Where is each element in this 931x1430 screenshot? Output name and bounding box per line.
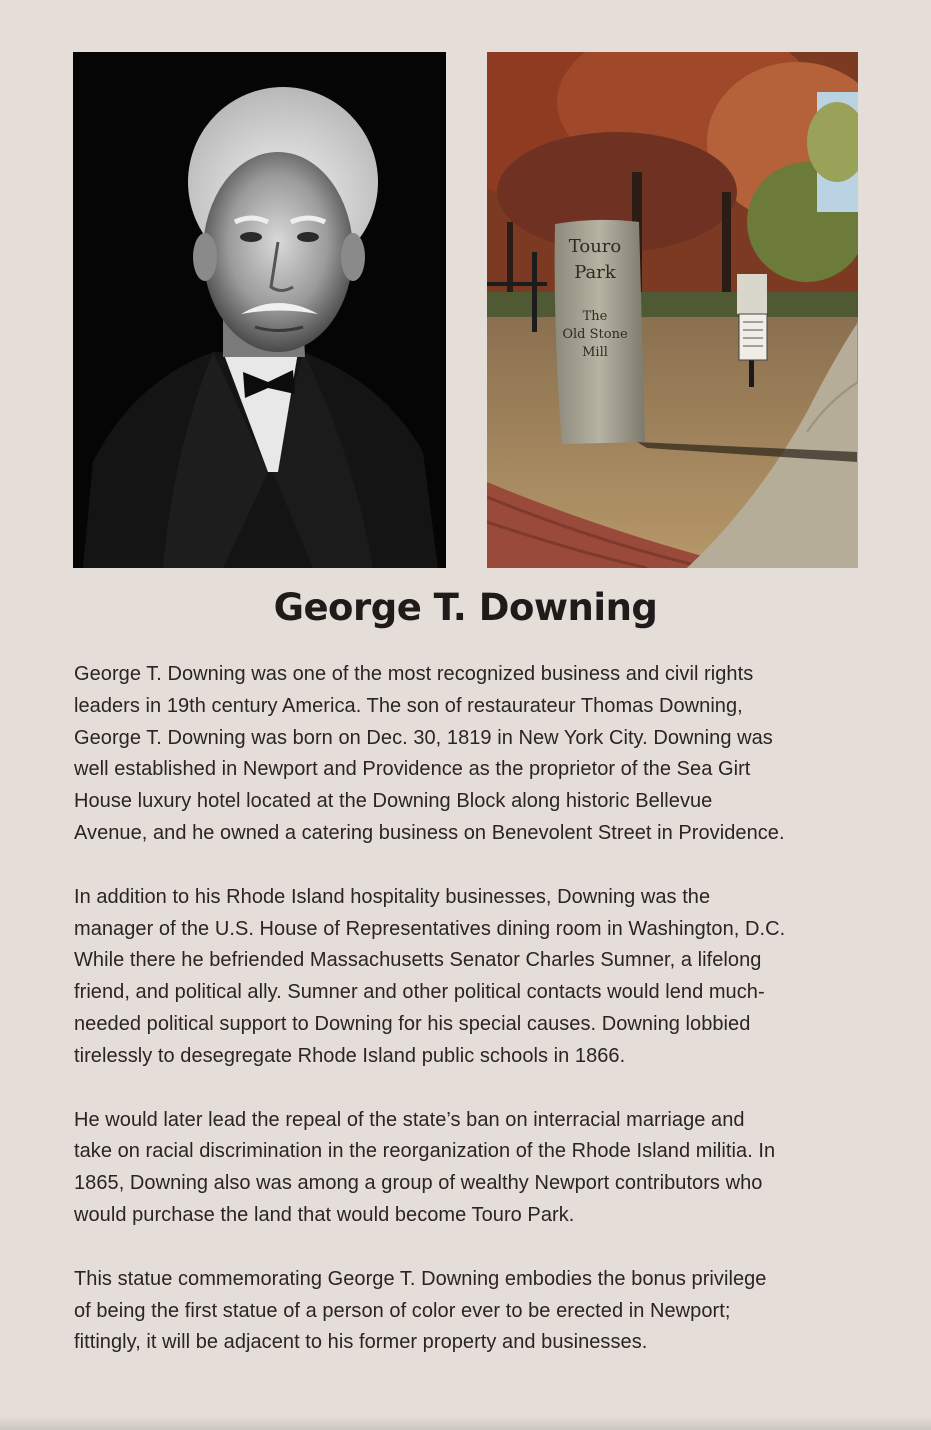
stone-text-line-2: Park [574, 262, 616, 283]
paragraph-2 [74, 882, 864, 1073]
portrait-photo [73, 52, 446, 568]
paragraph-line: 1865, Downing also was among a group of wealthy Newport contributors who [74, 1172, 763, 1195]
paragraph-line: House luxury hotel located at the Downing Block along historic Bellevue [74, 790, 713, 813]
paragraph-line: fittingly, it will be adjacent to his former property and businesses. [74, 1331, 648, 1354]
paragraph-line: tirelessly to desegregate Rhode Island public schools in 1866. [74, 1044, 626, 1067]
page-title: George T. Downing [273, 586, 658, 629]
paragraph-line: Avenue, and he owned a catering business on Benevolent Street in Providence. [74, 821, 785, 844]
paragraph-line: George T. Downing was one of the most recognized business and civil rights [74, 663, 754, 685]
paragraph-line: well established in Newport and Providence as the proprietor of the Sea Girt [74, 758, 751, 781]
portrait-image [73, 52, 446, 568]
paragraph-3 [74, 1105, 864, 1232]
paragraph-line: needed political support to Downing for his special causes. Downing lobbied [74, 1012, 751, 1035]
paragraph-line: leaders in 19th century America. The son of restaurateur Thomas Downing, [74, 694, 743, 717]
paragraph-line: manager of the U.S. House of Representatives dining room in Washington, D.C. [74, 917, 786, 940]
paragraph-line: of being the first statue of a person of color ever to be erected in Newport; [74, 1299, 731, 1322]
touro-park-photo [487, 52, 858, 568]
body-text [74, 659, 864, 1391]
stone-text-line-3: The [582, 309, 608, 324]
paragraph-line: take on racial discrimination in the reorganization of the Rhode Island militia. In [74, 1140, 776, 1163]
paragraph-line: While there he befriended Massachusetts Senator Charles Sumner, a lifelong [74, 949, 762, 972]
paragraph-line: George T. Downing was born on Dec. 30, 1819 in New York City. Downing was [74, 726, 773, 749]
stone-text-line-4: Old Stone [562, 327, 628, 342]
paragraph-line: He would later lead the repeal of the state’s ban on interracial marriage and [74, 1108, 745, 1131]
stone-text-line-1: Touro [568, 236, 622, 257]
park-image [487, 52, 858, 568]
photo-row [73, 52, 858, 568]
paragraph-line: In addition to his Rhode Island hospitality businesses, Downing was the [74, 885, 711, 908]
paragraph-line: This statue commemorating George T. Downing embodies the bonus privilege [74, 1267, 767, 1290]
page-edge-shadow [0, 1416, 931, 1430]
paragraph-4 [74, 1264, 864, 1359]
paragraph-1 [74, 659, 864, 850]
paragraph-line: friend, and political ally. Sumner and other political contacts would lend much- [74, 981, 765, 1004]
stone-text-line-5: Mill [582, 345, 608, 360]
paragraph-line: would purchase the land that would become Touro Park. [74, 1203, 575, 1226]
